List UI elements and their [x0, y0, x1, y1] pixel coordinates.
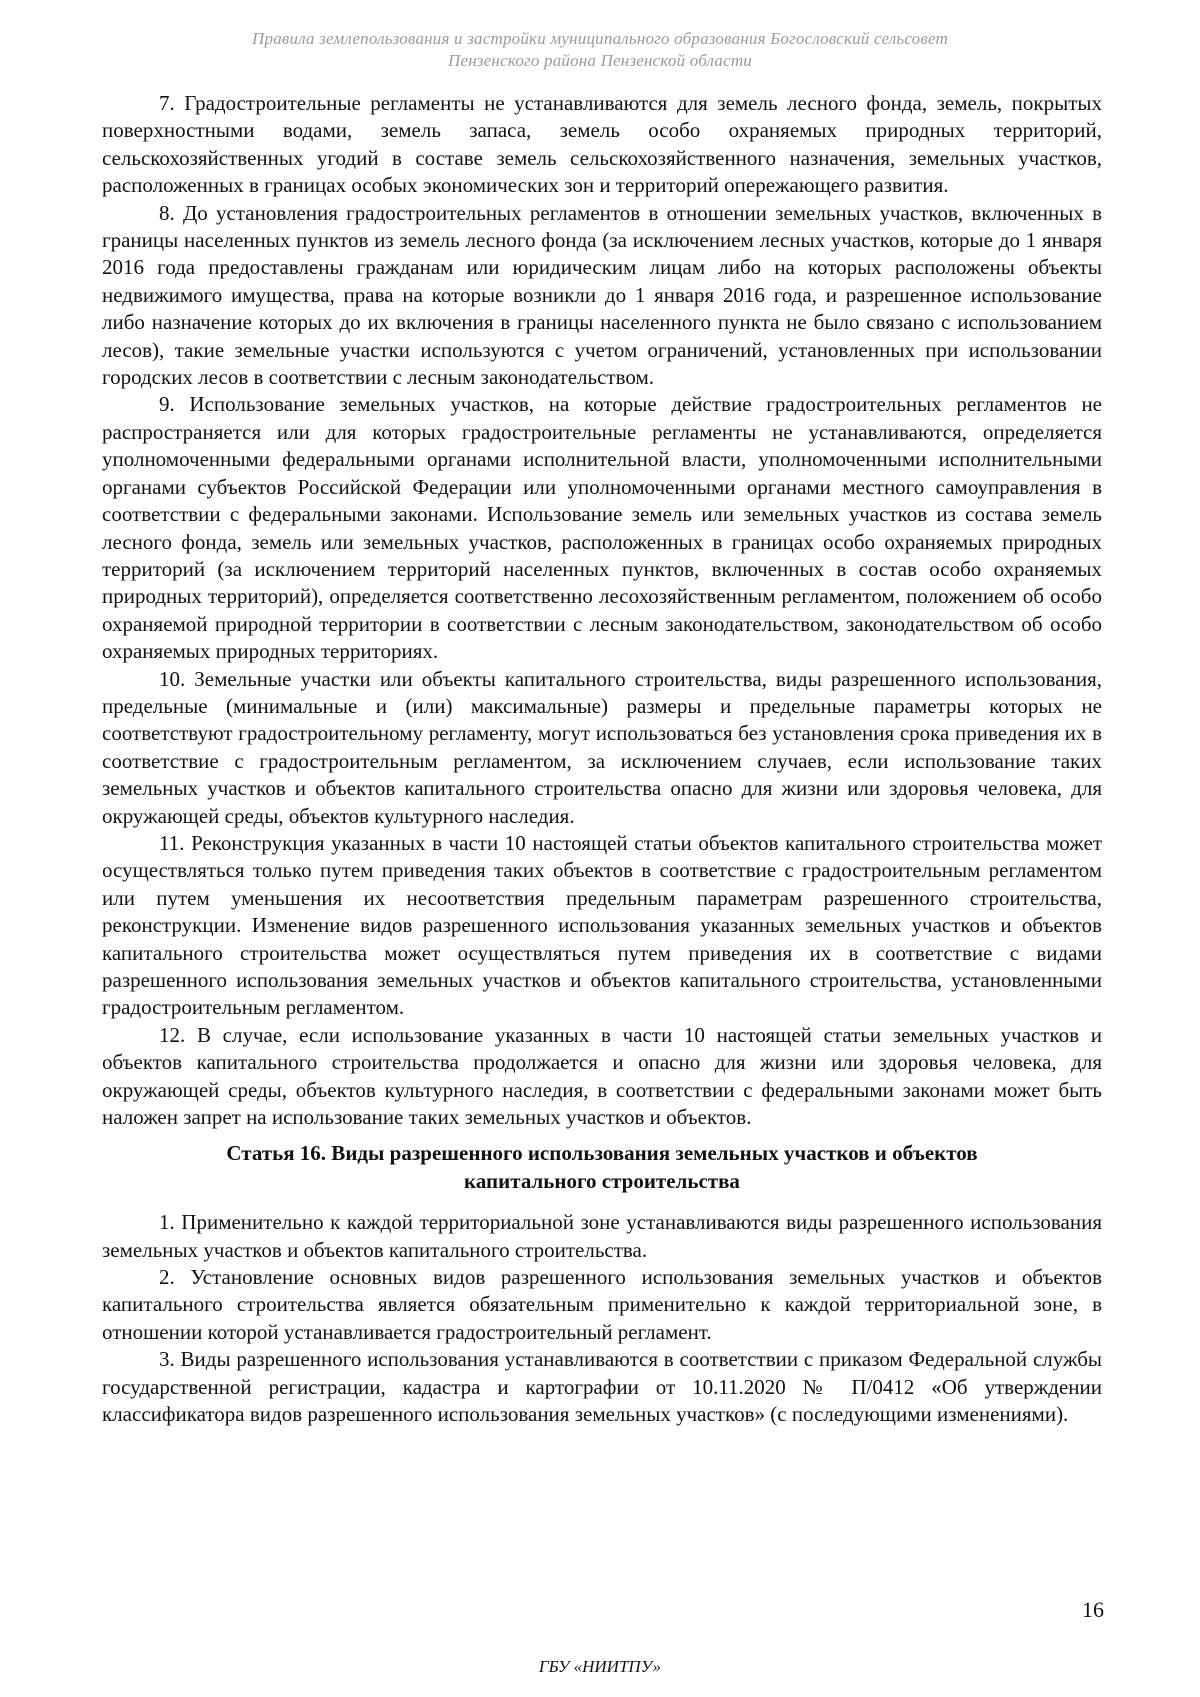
paragraph-8: 8. До установления градостроительных регламентов в отношении земельных участков, включенных в границы населенных пунктов из земель лесного фонда (за исключением лесных участков, которые до 1 января 2016 года предоставлены гражданам или юридическим лицам либо на которых расположены объекты недвижимого имущества, права на которые возникли до 1 января 2016 года, и разрешенное использование либо назначение которых до их включения в границы населенного пункта не было связано с использованием лесов), такие земельные участки используются с учетом ограничений, установленных при использовании городских лесов в соответствии с лесным законодательством. [102, 200, 1102, 390]
paragraph-10: 10. Земельные участки или объекты капитального строительства, виды разрешенного использования, предельные (минимальные и (или) максимальные) размеры и предельные параметры которых не соответствуют градостроительному регламенту, могут использоваться без установления срока приведения их в соответствие с градостроительным регламентом, за исключением случаев, если использование таких земельных участков и объектов капитального строительства опасно для жизни или здоровья человека, для окружающей среды, объектов культурного наследия. [102, 666, 1102, 828]
article-16-heading [102, 1140, 1102, 1195]
running-header [100, 28, 1100, 72]
article-16-paragraph-2: 2. Установление основных видов разрешенного использования земельных участков и объектов капитального строительства является обязательным применительно к каждой территориальной зоне, в отношении которой устанавливается градостроительный регламент. [102, 1265, 1102, 1344]
article-16-paragraph-3: 3. Виды разрешенного использования устанавливаются в соответствии с приказом Федеральной службы государственной регистрации, кадастра и картографии от 10.11.2020 № П/0412 «Об утверждении классификатора видов разрешенного использования земельных участков» (с последующими изменениями). [102, 1347, 1102, 1427]
page-number: 16 [1082, 1597, 1104, 1622]
paragraph-7: 7. Градостроительные регламенты не устанавливаются для земель лесного фонда, земель, покрытых поверхностными водами, земель запаса, земель особо охраняемых природных территорий, сельскохозяйственных угодий в составе земель сельскохозяйственного назначения, земельных участков, расположенных в границах особых экономических зон и территорий опережающего развития. [102, 91, 1102, 198]
paragraph-9: 9. Использование земельных участков, на которые действие градостроительных регламентов не распространяется или для которых градостроительные регламенты не устанавливаются, определяется уполномоченными федеральными органами исполнительной власти, уполномоченными исполнительными органами субъектов Российской Федерации или уполномоченными органами местного самоуправления в соответствии с федеральными законами. Использование земель или земельных участков из состава земель лесного фонда, земель или земельных участков, расположенных в границах особо охраняемых природных территорий (за исключением территорий населенных пунктов, включенных в состав особо охраняемых природных территорий), определяется соответственно лесохозяйственным регламентом, положением об особо охраняемой природной территории в соответствии с лесным законодательством, законодательством об особо охраняемых природных территориях. [102, 392, 1102, 664]
article-16-paragraph-1: 1. Применительно к каждой территориальной зоне устанавливаются виды разрешенного использования земельных участков и объектов капитального строительства. [102, 1210, 1102, 1262]
running-footer: ГБУ «НИИТПУ» [538, 1657, 662, 1676]
paragraph-11: 11. Реконструкция указанных в части 10 настоящей статьи объектов капитального строительства может осуществляться только путем приведения таких объектов в соответствие с градостроительным регламентом или путем уменьшения их несоответствия предельным параметрам разрешенного строительства, реконструкции. Изменение видов разрешенного использования указанных земельных участков и объектов капитального строительства может осуществляться путем приведения их в соответствие с видами разрешенного использования земельных участков и объектов капитального строительства, установленными градостроительным регламентом. [102, 830, 1102, 1020]
article-16-heading-line-1: Статья 16. Виды разрешенного использования земельных участков и объектов [226, 1141, 978, 1166]
running-header-line-1: Правила землепользования и застройки муниципального образования Богословский сельсовет [252, 29, 948, 48]
paragraph-12: 12. В случае, если использование указанных в части 10 настоящей статьи земельных участков и объектов капитального строительства продолжается и опасно для жизни или здоровья человека, для окружающей среды, объектов культурного наследия, в соответствии с федеральными законами может быть наложен запрет на использование таких земельных участков и объектов. [102, 1022, 1102, 1130]
document-body [102, 90, 1102, 1429]
running-header-line-2: Пензенского района Пензенской области [448, 51, 752, 70]
article-16-heading-line-2: капитального строительства [464, 1168, 740, 1193]
